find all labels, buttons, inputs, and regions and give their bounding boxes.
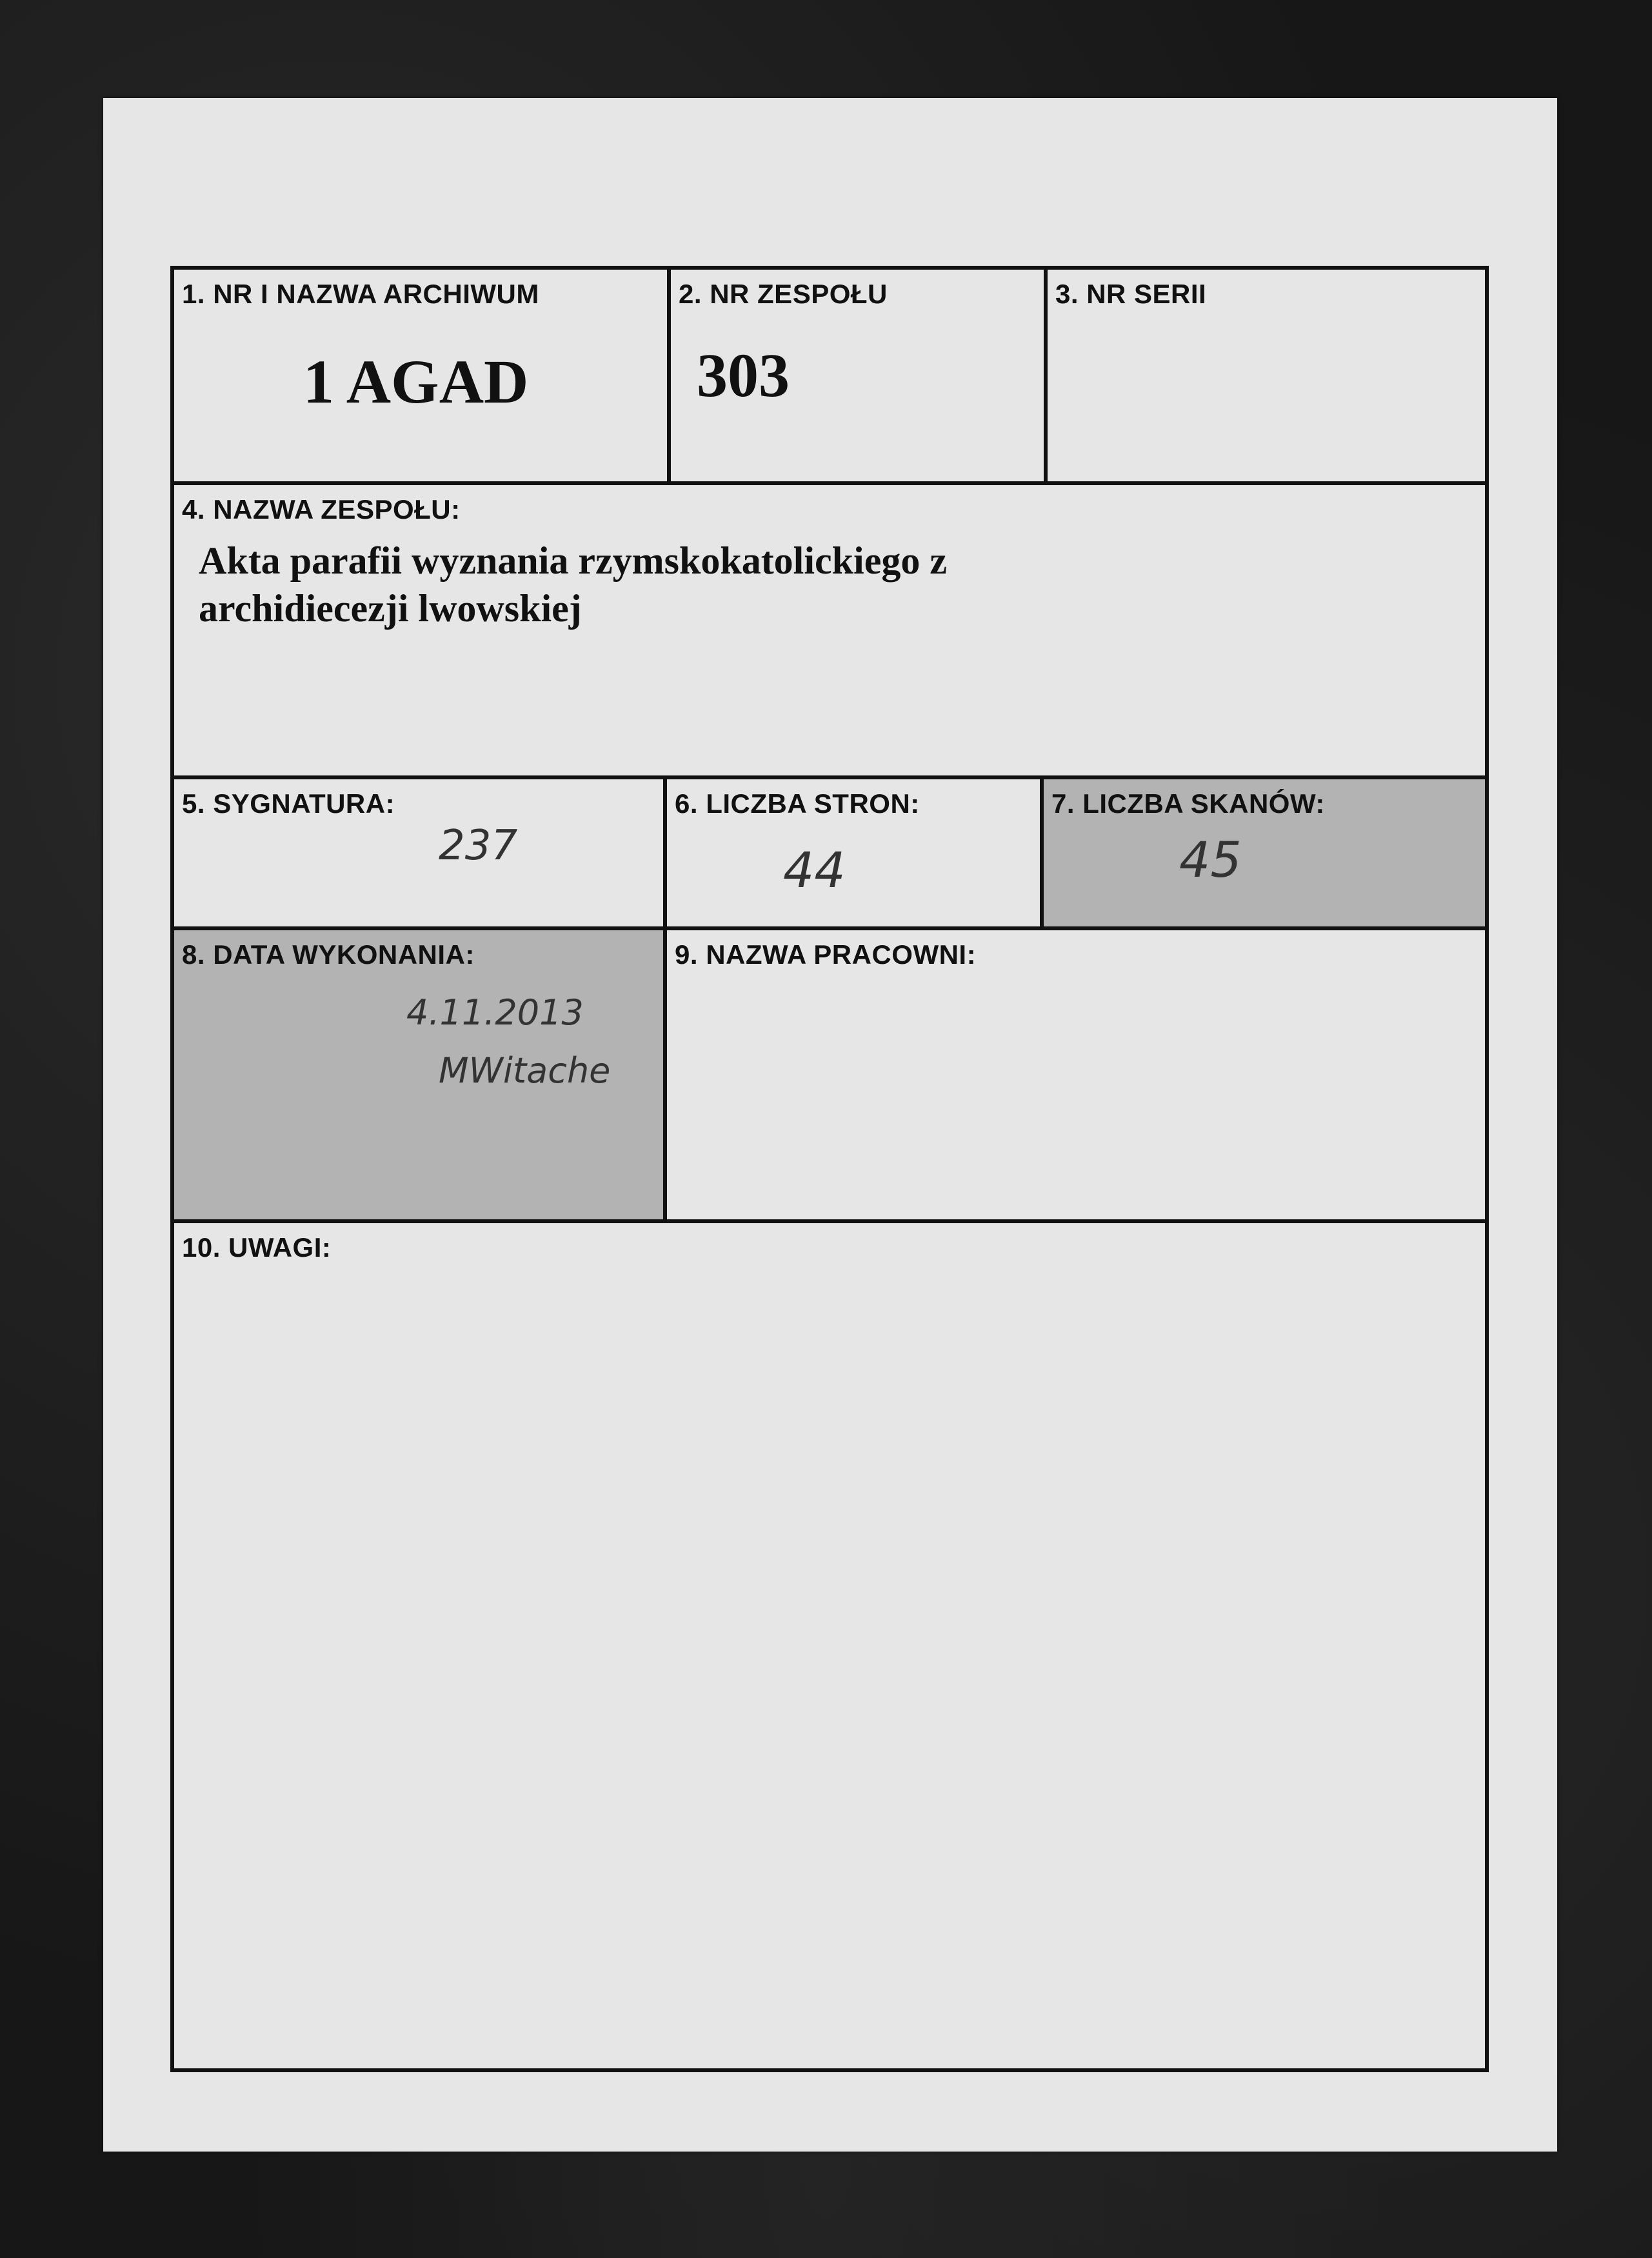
field-fonds-number-value: 303 bbox=[697, 341, 790, 410]
field-scan-count bbox=[1040, 775, 1489, 930]
field-scan-count-value: 45 bbox=[1179, 831, 1242, 888]
field-series-number bbox=[1044, 266, 1489, 485]
field-signature-number bbox=[170, 775, 667, 930]
field-fonds-name-value bbox=[199, 537, 1424, 632]
field-fonds-name-label: 4. NAZWA ZESPOŁU: bbox=[182, 494, 461, 525]
archive-form-sheet bbox=[103, 98, 1557, 2152]
field-archive-name-value: 1 AGAD bbox=[303, 347, 529, 416]
field-remarks-label: 10. UWAGI: bbox=[182, 1232, 332, 1263]
field-fonds-name-line-2: archidiecezji lwowskiej bbox=[199, 587, 582, 630]
field-workshop-name-label: 9. NAZWA PRACOWNI: bbox=[675, 939, 977, 970]
field-execution-date-value: 4.11.2013 bbox=[406, 992, 584, 1033]
field-page-count-label: 6. LICZBA STRON: bbox=[675, 788, 920, 819]
field-fonds-number bbox=[667, 266, 1048, 485]
field-archive-name-label: 1. NR I NAZWA ARCHIWUM bbox=[182, 279, 539, 309]
field-workshop-name bbox=[663, 926, 1489, 1223]
field-scan-count-label: 7. LICZBA SKANÓW: bbox=[1051, 788, 1325, 819]
field-fonds-number-label: 2. NR ZESPOŁU bbox=[679, 279, 888, 309]
field-fonds-name bbox=[170, 481, 1489, 779]
field-signature-number-label: 5. SYGNATURA: bbox=[182, 788, 395, 819]
field-page-count bbox=[663, 775, 1044, 930]
field-series-number-label: 3. NR SERII bbox=[1055, 279, 1207, 309]
field-page-count-value: 44 bbox=[783, 841, 846, 899]
field-remarks bbox=[170, 1219, 1489, 2072]
field-execution-date bbox=[170, 926, 667, 1223]
field-archive-name bbox=[170, 266, 671, 485]
field-signature-number-value: 237 bbox=[439, 822, 518, 870]
field-fonds-name-line-1: Akta parafii wyznania rzymskokatolickiego z bbox=[199, 539, 947, 582]
field-execution-date-label: 8. DATA WYKONANIA: bbox=[182, 939, 475, 970]
handwritten-signature: MWitache bbox=[439, 1050, 611, 1091]
